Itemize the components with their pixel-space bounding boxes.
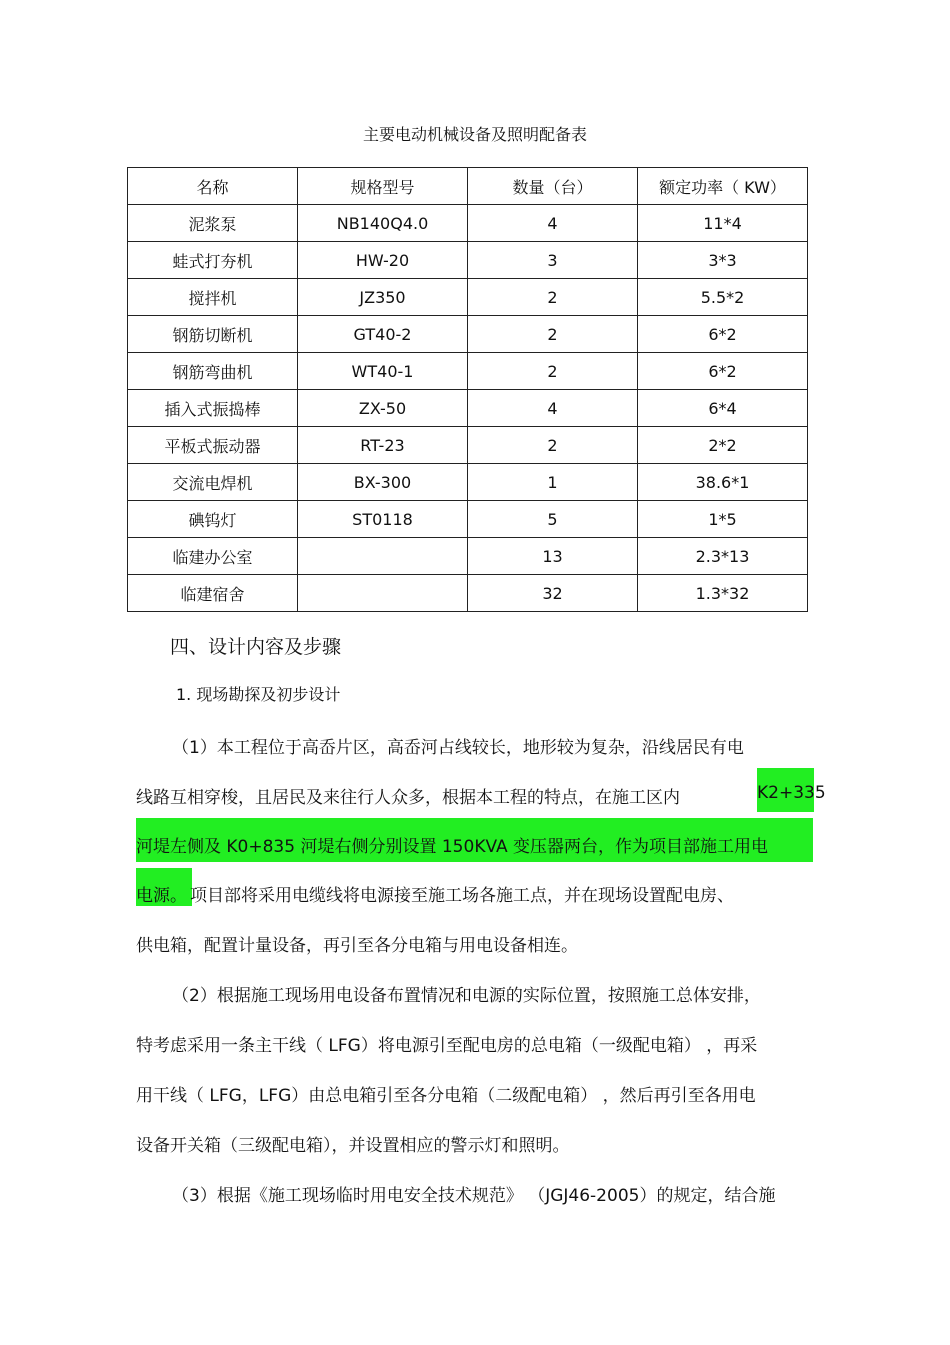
cell-quantity: 3 [468, 242, 638, 279]
cell-power: 2*2 [638, 427, 808, 464]
paragraph-line: （3）根据《施工现场临时用电安全技术规范》 （JGJ46-2005）的规定，结合施 [172, 1186, 776, 1206]
cell-quantity: 1 [468, 464, 638, 501]
table-row [128, 501, 808, 538]
section-subheading: 1. 现场勘探及初步设计 [176, 685, 341, 704]
cell-model: GT40-2 [298, 316, 468, 353]
header-quantity: 数量（台） [468, 168, 638, 205]
cell-name: 泥浆泵 [128, 205, 298, 242]
table-row [128, 427, 808, 464]
paragraph-line: 项目部将采用电缆线将电源接至施工场各施工点，并在现场设置配电房、 [190, 886, 734, 906]
paragraph-line: 用干线（ LFG，LFG）由总电箱引至各分电箱（二级配电箱） ，然后再引至各用电 [136, 1086, 756, 1106]
cell-model: BX-300 [298, 464, 468, 501]
cell-model: RT-23 [298, 427, 468, 464]
cell-model: ST0118 [298, 501, 468, 538]
cell-name: 交流电焊机 [128, 464, 298, 501]
table-row [128, 316, 808, 353]
cell-model: HW-20 [298, 242, 468, 279]
cell-quantity: 4 [468, 390, 638, 427]
cell-power: 1.3*32 [638, 575, 808, 612]
paragraph-line: 线路互相穿梭，且居民及来往行人众多，根据本工程的特点，在施工区内 [136, 788, 680, 808]
equipment-table [127, 167, 808, 612]
cell-model [298, 575, 468, 612]
cell-power: 3*3 [638, 242, 808, 279]
cell-power: 2.3*13 [638, 538, 808, 575]
header-name: 名称 [128, 168, 298, 205]
cell-name: 平板式振动器 [128, 427, 298, 464]
cell-power: 11*4 [638, 205, 808, 242]
section-heading: 四、设计内容及步骤 [170, 636, 342, 658]
table-row [128, 464, 808, 501]
cell-quantity: 32 [468, 575, 638, 612]
header-model: 规格型号 [298, 168, 468, 205]
table-row [128, 279, 808, 316]
cell-quantity: 13 [468, 538, 638, 575]
cell-model: WT40-1 [298, 353, 468, 390]
highlighted-text: 河堤左侧及 K0+835 河堤右侧分别设置 150KVA 变压器两台，作为项目部施工用电 [136, 837, 769, 857]
cell-model: ZX-50 [298, 390, 468, 427]
cell-name: 蛙式打夯机 [128, 242, 298, 279]
cell-power: 5.5*2 [638, 279, 808, 316]
cell-power: 38.6*1 [638, 464, 808, 501]
paragraph-line: （1）本工程位于高岙片区，高岙河占线较长，地形较为复杂，沿线居民有电 [172, 738, 744, 758]
cell-name: 临建办公室 [128, 538, 298, 575]
cell-quantity: 2 [468, 353, 638, 390]
cell-name: 插入式振捣棒 [128, 390, 298, 427]
table-row [128, 242, 808, 279]
table-row [128, 575, 808, 612]
table-row [128, 538, 808, 575]
cell-name: 钢筋切断机 [128, 316, 298, 353]
cell-name: 搅拌机 [128, 279, 298, 316]
cell-model: JZ350 [298, 279, 468, 316]
table-title: 主要电动机械设备及照明配备表 [362, 125, 587, 144]
table-row [128, 353, 808, 390]
cell-quantity: 5 [468, 501, 638, 538]
highlighted-text: K2+335 [757, 783, 826, 803]
paragraph-line: 设备开关箱（三级配电箱），并设置相应的警示灯和照明。 [136, 1136, 570, 1156]
cell-name: 临建宿舍 [128, 575, 298, 612]
table-row [128, 390, 808, 427]
cell-quantity: 2 [468, 279, 638, 316]
cell-quantity: 4 [468, 205, 638, 242]
cell-power: 6*2 [638, 316, 808, 353]
header-power: 额定功率（ KW） [638, 168, 808, 205]
table-header-row [128, 168, 808, 205]
cell-model: NB140Q4.0 [298, 205, 468, 242]
paragraph-line: （2）根据施工现场用电设备布置情况和电源的实际位置，按照施工总体安排， [172, 986, 761, 1006]
highlighted-text: 电源。 [136, 886, 187, 906]
cell-name: 钢筋弯曲机 [128, 353, 298, 390]
cell-name: 碘钨灯 [128, 501, 298, 538]
cell-power: 1*5 [638, 501, 808, 538]
cell-quantity: 2 [468, 427, 638, 464]
cell-quantity: 2 [468, 316, 638, 353]
paragraph-line: 供电箱，配置计量设备，再引至各分电箱与用电设备相连。 [136, 936, 578, 956]
table-row [128, 205, 808, 242]
paragraph-line: 特考虑采用一条主干线（ LFG）将电源引至配电房的总电箱（一级配电箱） ，再采 [136, 1036, 758, 1056]
cell-power: 6*2 [638, 353, 808, 390]
cell-power: 6*4 [638, 390, 808, 427]
cell-model [298, 538, 468, 575]
